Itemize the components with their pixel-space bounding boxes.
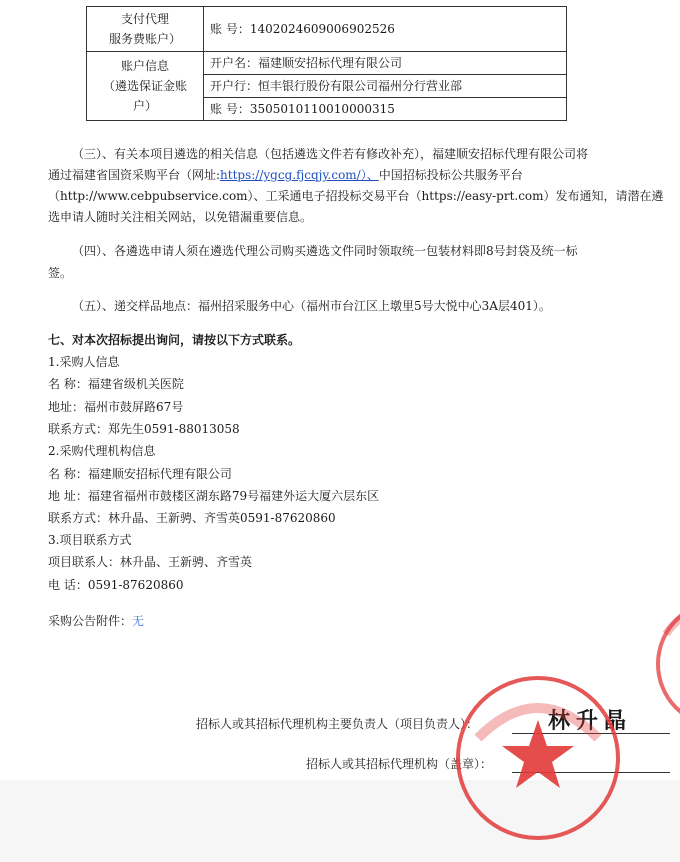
label-line: 支付代理	[120, 12, 169, 26]
attachment-value[interactable]: 无	[132, 614, 145, 628]
handwritten-signature: 林升晶	[548, 709, 633, 734]
agent-address: 地 址：福建省福州市鼓楼区湖东路79号福建外运大厦六层东区	[48, 489, 380, 503]
deposit-account-label	[87, 52, 204, 121]
payment-account-number: 账 号：1402024609006902526	[204, 7, 567, 52]
label-line: 户）	[132, 99, 157, 113]
table-row	[87, 7, 567, 52]
project-contact-person: 项目联系人：林升晶、王新骋、齐雪英	[48, 555, 253, 569]
deposit-account-number: 账 号：3505010110010000315	[204, 98, 567, 121]
buyer-info-title: 1.采购人信息	[48, 355, 120, 369]
section3-line3: （http://www.cebpubservice.com）、工采通电子招投标交易平台（https://easy-prt.com）发布通知，请潜在遴	[48, 189, 664, 203]
label-line: （遴选保证金账	[102, 79, 187, 93]
buyer-address: 地址：福州市鼓屏路67号	[48, 400, 184, 414]
section3-line4: 选申请人随时关注相关网站，以免错漏重要信息。	[48, 210, 313, 224]
responsible-person-label: 招标人或其招标代理机构主要负责人（项目负责人）：	[196, 717, 479, 731]
section5-line: （五）、递交样品地点：福州招采服务中心（福州市台江区上墩里5号大悦中心3A层401）。	[72, 299, 551, 313]
label-line: 服务费账户）	[108, 32, 181, 46]
section3-line2	[48, 167, 523, 183]
agent-name: 名 称：福建顺安招标代理有限公司	[48, 467, 232, 481]
company-seal-icon	[448, 668, 628, 848]
partial-seal-icon	[640, 594, 680, 734]
account-holder-name: 开户名：福建顺安招标代理有限公司	[204, 52, 567, 75]
section3-text: 通过福建省国资采购平台（网址:	[48, 168, 221, 182]
account-bank: 开户行：恒丰银行股份有限公司福州分行营业部	[204, 75, 567, 98]
agent-info-title: 2.采购代理机构信息	[48, 444, 156, 458]
attachment-label: 采购公告附件：	[48, 614, 133, 628]
section4-line1: （四）、各遴选申请人须在遴选代理公司购买遴选文件同时领取统一包装材料即8号封袋及统一标	[72, 244, 578, 258]
project-contact-title: 3.项目联系方式	[48, 533, 132, 547]
contact-heading: 七、对本次招标提出询问，请按以下方式联系。	[48, 333, 301, 347]
ygcg-link[interactable]: https://ygcg.fjcqjy.com/）、	[220, 168, 379, 182]
stamp-label: 招标人或其招标代理机构（盖章）：	[306, 757, 493, 771]
account-info-table	[86, 6, 567, 121]
section4-line2: 签。	[48, 266, 73, 280]
payment-account-label	[87, 7, 204, 52]
buyer-phone: 联系方式：郑先生0591-88013058	[48, 422, 240, 436]
buyer-name: 名 称：福建省级机关医院	[48, 377, 184, 391]
label-line: 账户信息	[120, 59, 169, 73]
table-row	[87, 52, 567, 75]
section3-line1: （三）、有关本项目遴选的相关信息（包括遴选文件若有修改补充），福建顺安招标代理有限公司将	[72, 147, 589, 161]
agent-phone: 联系方式：林升晶、王新骋、齐雪英0591-87620860	[48, 511, 336, 525]
attachment-row	[48, 613, 144, 629]
project-contact-phone: 电 话：0591-87620860	[48, 578, 184, 592]
section3-text: 中国招标投标公共服务平台	[378, 168, 523, 182]
